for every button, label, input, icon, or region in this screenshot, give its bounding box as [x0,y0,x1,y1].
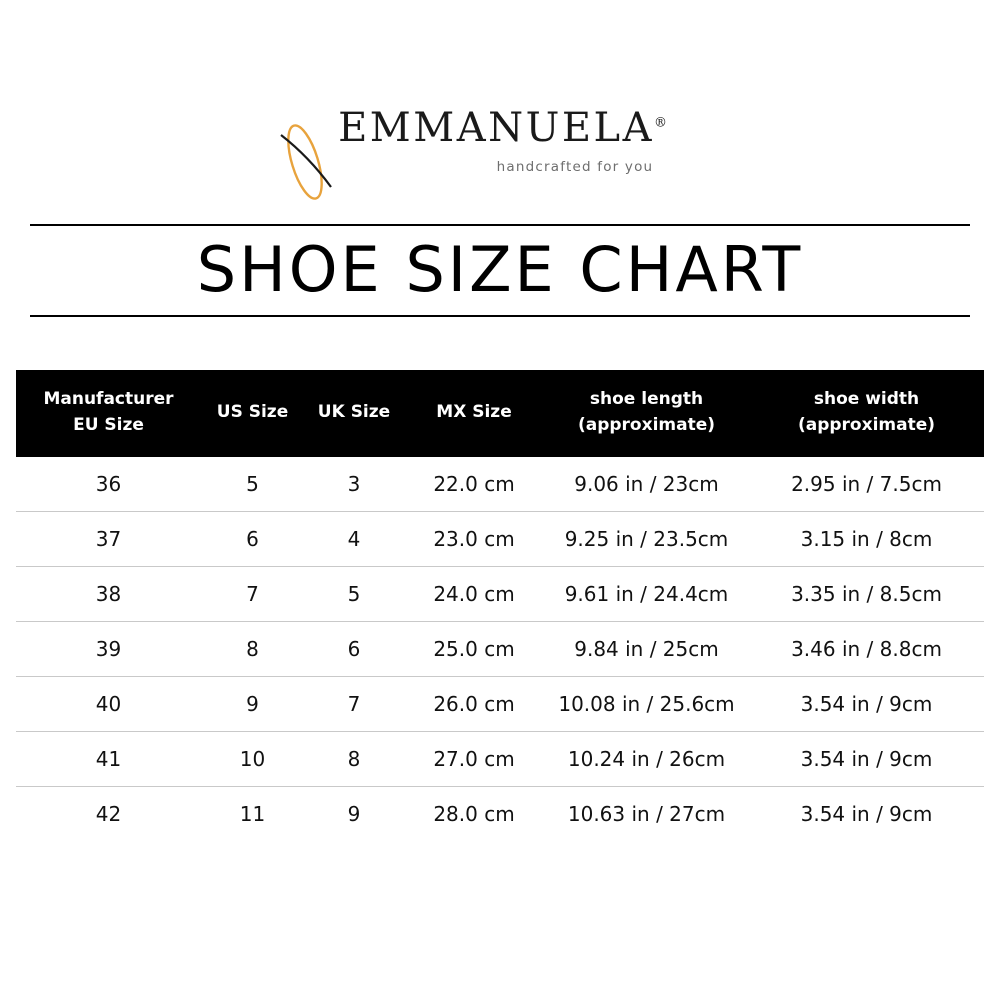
cell-us: 6 [201,511,304,566]
column-header-length-line1: shoe length [589,389,704,409]
cell-length: 10.08 in / 25.6cm [544,676,749,731]
column-header-eu-line1: Manufacturer [43,389,174,409]
cell-us: 7 [201,566,304,621]
column-header-shoe-length [544,370,749,457]
cell-width: 3.35 in / 8.5cm [749,566,984,621]
table-row [16,566,984,621]
cell-mx: 25.0 cm [404,621,544,676]
cell-width: 2.95 in / 7.5cm [749,457,984,512]
column-header-length-line2: (approximate) [577,415,716,436]
cell-width: 3.54 in / 9cm [800,801,933,826]
cell-length: 10.63 in / 27cm [567,801,726,826]
table-header-row [16,370,984,457]
size-table [16,370,984,841]
column-header-width-line1: shoe width [813,389,920,409]
brand-name [338,105,667,151]
column-header-uk [304,370,404,457]
cell-eu: 42 [95,801,122,826]
cell-width: 3.15 in / 8cm [749,511,984,566]
cell-mx: 24.0 cm [404,566,544,621]
cell-width: 3.46 in / 8.8cm [749,621,984,676]
table-header [16,370,984,457]
cell-length: 9.06 in / 23cm [544,457,749,512]
cell-us: 8 [201,621,304,676]
size-table-wrap [16,370,984,841]
cell-us: 11 [239,801,266,826]
cell-eu: 39 [16,621,201,676]
cell-eu: 36 [16,457,201,512]
cell-mx: 26.0 cm [404,676,544,731]
table-row [16,676,984,731]
column-header-width-line2: (approximate) [797,415,936,436]
cell-uk: 8 [304,731,404,786]
brand-tagline: handcrafted for you [496,159,654,175]
cell-width: 3.54 in / 9cm [749,676,984,731]
column-header-us-line1: US Size [216,402,289,423]
cell-uk: 6 [304,621,404,676]
table-row [16,731,984,786]
table-row [16,457,984,512]
column-header-uk-line1: UK Size [317,402,391,423]
cell-eu: 37 [16,511,201,566]
cell-mx: 27.0 cm [404,731,544,786]
table-row [16,621,984,676]
brand-name-text: EMMANUELA [338,105,654,151]
page-title: SHOE SIZE CHART [196,233,804,306]
cell-uk: 5 [304,566,404,621]
table-body [16,457,984,841]
cell-eu: 41 [16,731,201,786]
column-header-mx-line1: MX Size [436,402,512,423]
cell-mx: 22.0 cm [404,457,544,512]
column-header-eu-line2: EU Size [73,415,144,436]
column-header-shoe-width [749,370,984,457]
cell-length: 10.24 in / 26cm [544,731,749,786]
cell-eu: 38 [16,566,201,621]
cell-uk: 9 [347,801,361,826]
cell-eu: 40 [16,676,201,731]
table-row [16,786,984,841]
title-block [30,224,970,317]
cell-us: 5 [201,457,304,512]
cell-uk: 3 [304,457,404,512]
cell-uk: 4 [304,511,404,566]
cell-us: 9 [201,676,304,731]
cell-length: 9.61 in / 24.4cm [544,566,749,621]
cell-uk: 7 [304,676,404,731]
cell-length: 9.84 in / 25cm [544,621,749,676]
column-header-mx [404,370,544,457]
table-row [16,511,984,566]
cell-length: 9.25 in / 23.5cm [544,511,749,566]
cell-us: 10 [201,731,304,786]
brand-block [0,105,1000,175]
title-rule-bottom [30,315,970,317]
cell-mx: 28.0 cm [433,801,515,826]
column-header-us [201,370,304,457]
registered-mark: ® [653,115,667,131]
cell-mx: 23.0 cm [404,511,544,566]
cell-width: 3.54 in / 9cm [749,731,984,786]
column-header-eu [16,370,201,457]
